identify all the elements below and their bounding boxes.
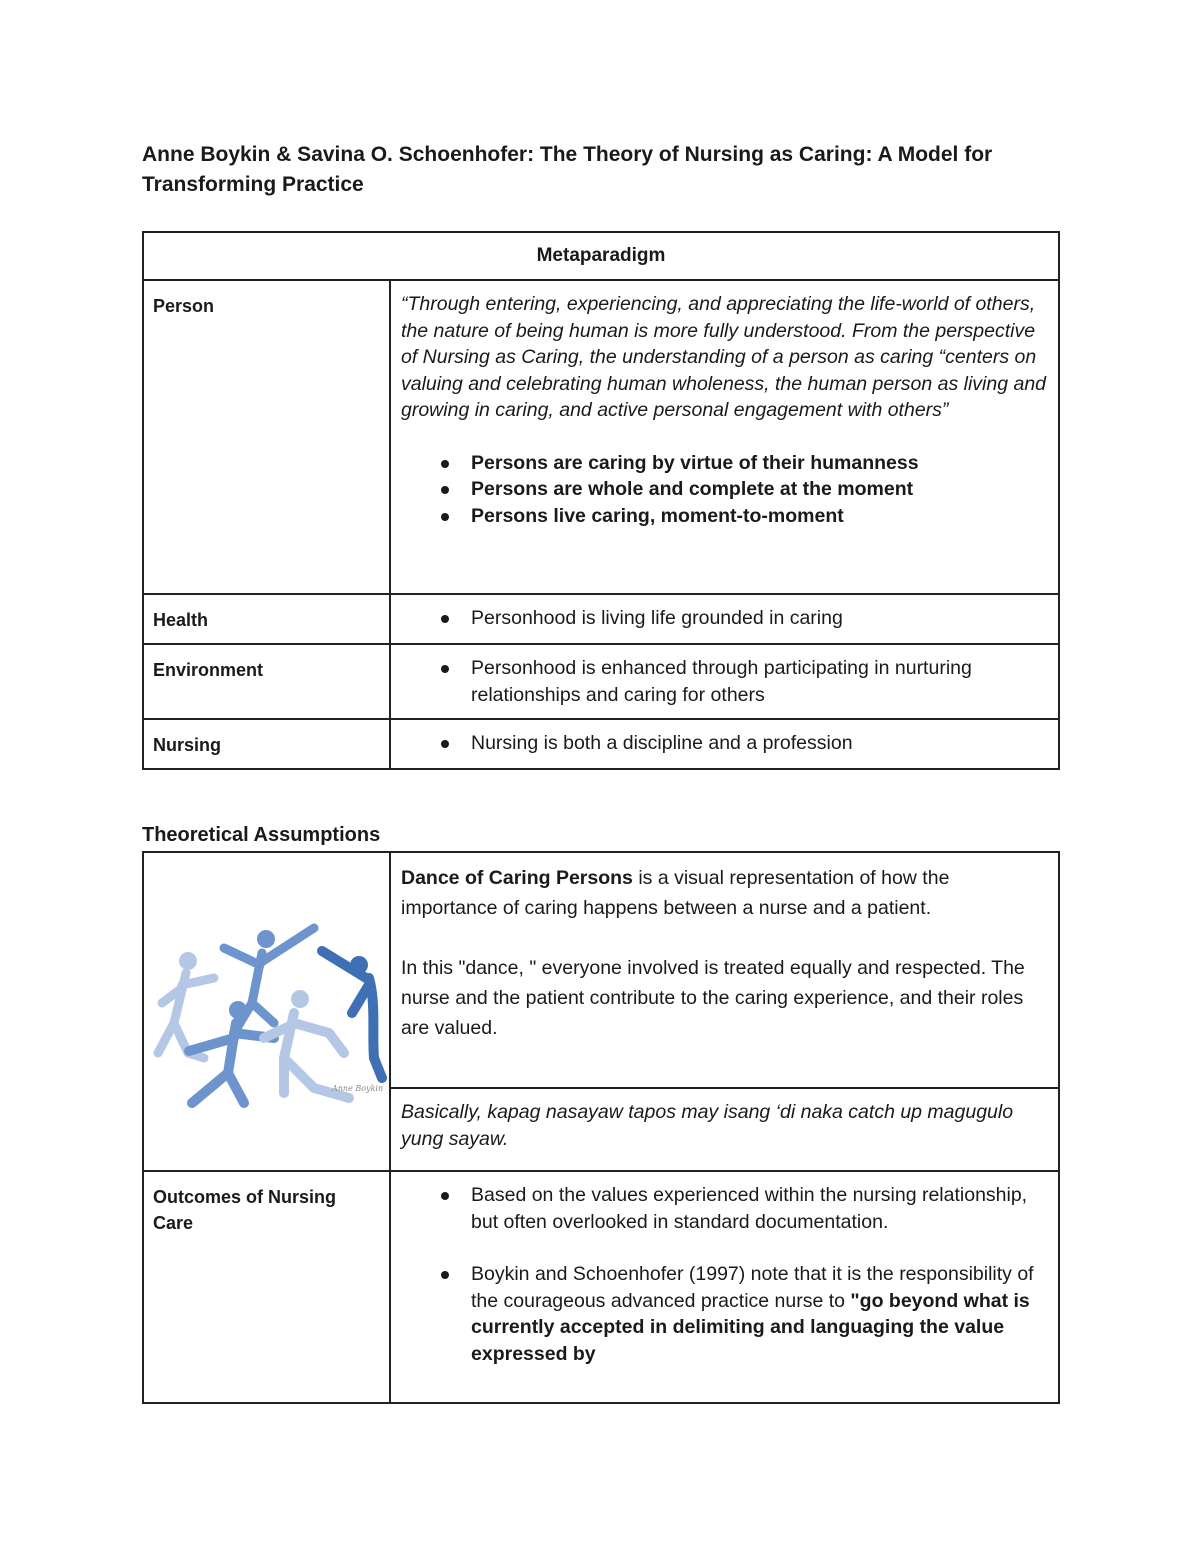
- list-item: Personhood is enhanced through participating in nurturing relationships and caring for others: [471, 655, 1048, 708]
- dance-term: Dance of Caring Persons: [401, 867, 633, 889]
- figure-left-head: [179, 952, 197, 970]
- theoretical-assumptions-table: [142, 851, 1060, 1404]
- list-item: Persons are caring by virtue of their humanness: [471, 450, 1048, 477]
- table-row-outcomes: [143, 1171, 1059, 1403]
- dance-of-caring-persons-image: [144, 853, 391, 1165]
- health-content: [390, 594, 1059, 644]
- metaparadigm-header: Metaparadigm: [143, 232, 1059, 280]
- row-label-outcomes: Outcomes of Nursing Care: [143, 1171, 390, 1403]
- dance-description: is a visual representation of how the importance of caring happens between a nurse and a patient.: [401, 867, 950, 919]
- row-label-environment: Environment: [143, 644, 390, 719]
- person-bullet-list: [401, 450, 1048, 530]
- list-item: Based on the values experienced within the nursing relationship, but often overlooked in standard documentation.: [471, 1182, 1048, 1235]
- table-row-person: [143, 280, 1059, 594]
- table-row-nursing: [143, 719, 1059, 769]
- nursing-content: [390, 719, 1059, 769]
- basically-note: Basically, kapag nasayaw tapos may isang ‘di naka catch up magugulo yung sayaw.: [390, 1088, 1059, 1171]
- dance-image-cell: [143, 852, 390, 1171]
- document-title: Anne Boykin & Savina O. Schoenhofer: The Theory of Nursing as Caring: A Model for Transforming Practice: [142, 143, 993, 196]
- figure-right-head: [350, 956, 368, 974]
- outcomes-bullet-list: [401, 1182, 1048, 1367]
- figure-bottom-right-head: [291, 990, 309, 1008]
- dance-paragraph-1: [401, 863, 1048, 923]
- outcomes-bullet2-bold: "go beyond what is currently accepted in delimiting and languaging the value expressed by: [471, 1289, 1030, 1365]
- figure-bottom-head: [229, 1001, 247, 1019]
- image-signature: Anne Boykin: [332, 1084, 384, 1093]
- outcomes-bullet2-text: Boykin and Schoenhofer (1997) note that it is the responsibility of the courageous advanced practice nurse to: [471, 1263, 1034, 1312]
- row-label-person: Person: [143, 280, 390, 594]
- list-item: Persons are whole and complete at the moment: [471, 476, 1048, 503]
- row-label-nursing: Nursing: [143, 719, 390, 769]
- environment-content: [390, 644, 1059, 719]
- row-label-health: Health: [143, 594, 390, 644]
- dance-description-cell: [390, 852, 1059, 1088]
- outcomes-content: [390, 1171, 1059, 1403]
- list-item: Nursing is both a discipline and a profession: [471, 730, 1048, 757]
- person-quote: “Through entering, experiencing, and appreciating the life-world of others, the nature of being human is more fully understood. From the perspective of Nursing as Caring, the understanding of a person as caring “centers on valuing and celebrating human wholeness, the human person as living and growing in caring, and active personal engagement with others”: [401, 293, 1047, 421]
- table-row-health: [143, 594, 1059, 644]
- figure-top-head: [257, 930, 275, 948]
- metaparadigm-table: [142, 231, 1060, 770]
- table-row-dance: [143, 852, 1059, 1088]
- list-item: Persons live caring, moment-to-moment: [471, 503, 1048, 530]
- table-row-environment: [143, 644, 1059, 719]
- person-content: [390, 280, 1059, 594]
- list-item: [471, 1261, 1048, 1367]
- dance-paragraph-2: In this "dance, " everyone involved is treated equally and respected. The nurse and the patient contribute to the caring experience, and their roles are valued.: [401, 957, 1025, 1039]
- section-heading-theoretical-assumptions: Theoretical Assumptions: [142, 824, 381, 846]
- list-item: Personhood is living life grounded in caring: [471, 605, 1048, 632]
